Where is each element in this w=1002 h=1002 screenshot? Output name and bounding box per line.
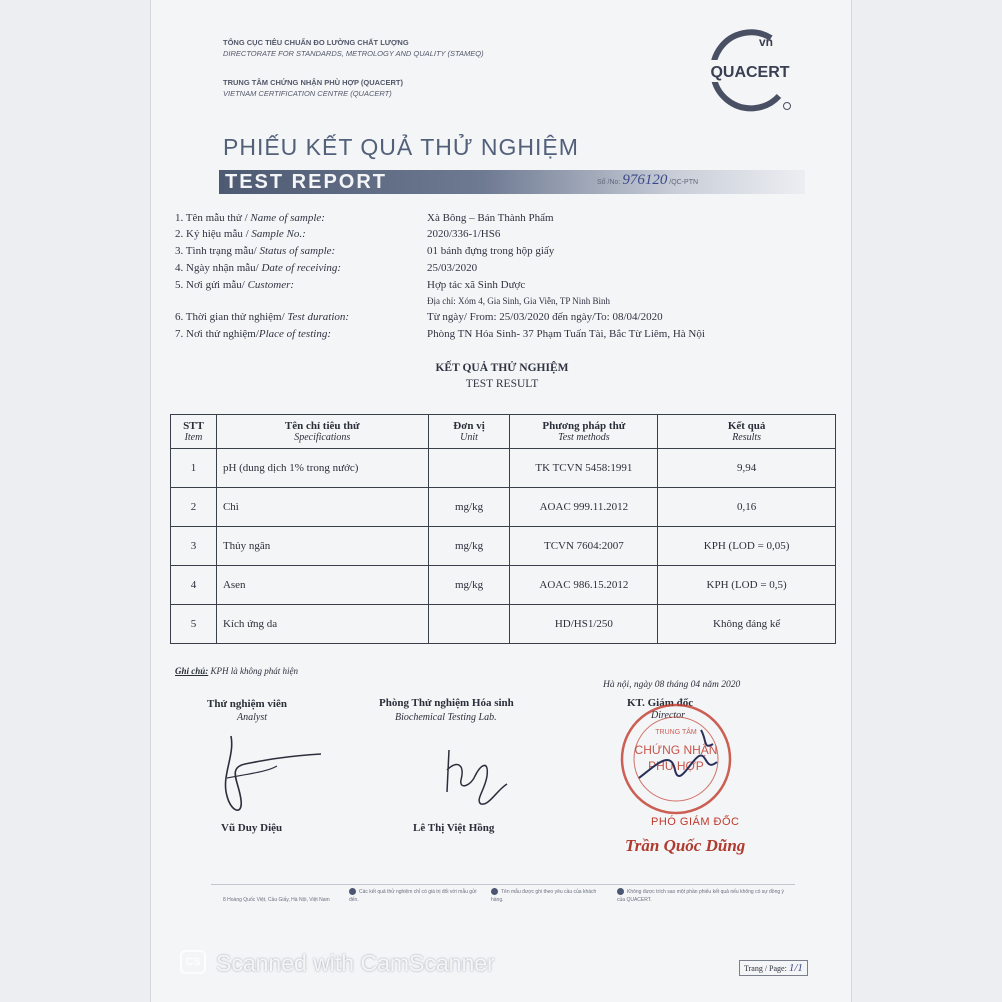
footer-note-1: Các kết quả thử nghiệm chỉ có giá trị đối với mẫu gửi đến. bbox=[349, 889, 477, 903]
cell-method: TCVN 7604:2007 bbox=[510, 527, 658, 566]
deputy-director-title: PHÓ GIÁM ĐỐC bbox=[651, 816, 740, 828]
cell-result: Không đáng kể bbox=[658, 605, 836, 644]
info-dot-icon bbox=[491, 888, 498, 895]
lab-head-name: Lê Thị Việt Hồng bbox=[413, 822, 495, 834]
sample-label-4: 4. Ngày nhận mẫu/ Date of receiving: bbox=[175, 262, 342, 274]
header-unit: Đơn vị Unit bbox=[428, 415, 510, 449]
sample-label-6: 6. Thời gian thử nghiệm/ Test duration: bbox=[175, 311, 350, 323]
cell-stt: 2 bbox=[171, 488, 217, 527]
org-line-1: TỔNG CỤC TIÊU CHUẨN ĐO LƯỜNG CHẤT LƯỢNG bbox=[223, 38, 409, 47]
cell-result: 9,94 bbox=[658, 449, 836, 488]
org-line-2: DIRECTORATE FOR STANDARDS, METROLOGY AND QUALITY (STAMEQ) bbox=[223, 49, 484, 58]
cell-spec: pH (dung dịch 1% trong nước) bbox=[216, 449, 428, 488]
footer-note-2: Tên mẫu được ghi theo yêu cầu của khách hàng. bbox=[491, 889, 597, 903]
org-line-3: TRUNG TÂM CHỨNG NHẬN PHÙ HỢP (QUACERT) bbox=[223, 78, 403, 87]
footer-address: 8 Hoàng Quốc Việt, Cầu Giấy, Hà Nội, Việt Nam bbox=[223, 897, 330, 903]
sample-name-value: Xà Bông – Bán Thành Phẩm bbox=[427, 212, 554, 224]
header-spec: Tên chỉ tiêu thử Specifications bbox=[216, 415, 428, 449]
table-row bbox=[171, 566, 836, 605]
title-english: TEST REPORT bbox=[225, 171, 388, 193]
table-header-row bbox=[171, 415, 836, 449]
analyst-title: Thử nghiệm viên bbox=[207, 698, 287, 710]
cell-result: KPH (LOD = 0,5) bbox=[658, 566, 836, 605]
header-result: Kết quả Results bbox=[658, 415, 836, 449]
cell-spec: Thủy ngân bbox=[216, 527, 428, 566]
cell-stt: 4 bbox=[171, 566, 217, 605]
org-line-4: VIETNAM CERTIFICATION CENTRE (QUACERT) bbox=[223, 89, 392, 98]
analyst-subtitle: Analyst bbox=[237, 712, 267, 723]
sample-label-2: 2. Ký hiệu mẫu / Sample No.: bbox=[175, 228, 306, 240]
logo-text: QUACERT bbox=[710, 64, 790, 81]
table-row bbox=[171, 605, 836, 644]
cell-method: AOAC 999.11.2012 bbox=[510, 488, 658, 527]
cell-method: HD/HS1/250 bbox=[510, 605, 658, 644]
svg-text:TRUNG TÂM: TRUNG TÂM bbox=[655, 729, 697, 736]
camscanner-logo-icon: CS bbox=[180, 950, 206, 974]
footer-note-3: Không được trích sao một phần phiếu kết quả nếu không có sự đồng ý của QUACERT. bbox=[617, 889, 785, 903]
table-row bbox=[171, 488, 836, 527]
footer-divider bbox=[211, 884, 795, 885]
svg-text:PHÙ HỢP: PHÙ HỢP bbox=[648, 759, 704, 773]
cell-stt: 5 bbox=[171, 605, 217, 644]
cell-spec: Kích ứng da bbox=[216, 605, 428, 644]
camscanner-watermark: Scanned with CamScanner bbox=[216, 950, 495, 976]
cell-unit: mg/kg bbox=[428, 488, 510, 527]
deputy-director-name: Trần Quốc Dũng bbox=[625, 836, 746, 855]
cell-stt: 3 bbox=[171, 527, 217, 566]
info-dot-icon bbox=[349, 888, 356, 895]
sample-label-1: 1. Tên mẫu thử / Name of sample: bbox=[175, 212, 325, 224]
results-table bbox=[170, 414, 836, 644]
sample-label-3: 3. Tình trạng mẫu/ Status of sample: bbox=[175, 245, 336, 257]
report-number-suffix: /QC-PTN bbox=[669, 179, 699, 186]
cell-spec: Asen bbox=[216, 566, 428, 605]
logo-small-text: vn bbox=[759, 35, 774, 49]
sample-no-value: 2020/336-1/HS6 bbox=[427, 228, 501, 240]
customer-value: Hợp tác xã Sinh Dược bbox=[427, 279, 526, 291]
title-vietnamese: PHIẾU KẾT QUẢ THỬ NGHIỆM bbox=[223, 134, 579, 160]
title-band bbox=[219, 170, 805, 194]
results-title-vn: KẾT QUẢ THỬ NGHIỆM bbox=[435, 362, 569, 374]
lab-title: Phòng Thử nghiệm Hóa sinh bbox=[379, 697, 514, 709]
date-receiving-value: 25/03/2020 bbox=[427, 262, 478, 274]
lab-subtitle: Biochemical Testing Lab. bbox=[395, 712, 497, 723]
analyst-signature-icon bbox=[217, 716, 337, 826]
header-method: Phương pháp thử Test methods bbox=[510, 415, 658, 449]
cell-spec: Chì bbox=[216, 488, 428, 527]
test-report-document bbox=[150, 0, 852, 1002]
director-subtitle: Director bbox=[651, 710, 686, 721]
table-row bbox=[171, 449, 836, 488]
page-number: Trang / Page: 1/1 bbox=[739, 960, 808, 976]
cell-stt: 1 bbox=[171, 449, 217, 488]
cell-method: AOAC 986.15.2012 bbox=[510, 566, 658, 605]
cell-unit: mg/kg bbox=[428, 527, 510, 566]
report-number-label: Số /No: bbox=[597, 179, 621, 186]
cell-unit bbox=[428, 605, 510, 644]
report-number-value: 976120 bbox=[622, 172, 668, 188]
sample-label-5: 5. Nơi gửi mẫu/ Customer: bbox=[175, 279, 295, 291]
results-title-en: TEST RESULT bbox=[465, 378, 539, 390]
cell-result: 0,16 bbox=[658, 488, 836, 527]
cell-unit bbox=[428, 449, 510, 488]
svg-text:CHỨNG NHẬN: CHỨNG NHẬN bbox=[634, 743, 718, 757]
analyst-name: Vũ Duy Diệu bbox=[221, 822, 283, 834]
sample-status-value: 01 bánh đựng trong hộp giấy bbox=[427, 245, 555, 257]
cell-unit: mg/kg bbox=[428, 566, 510, 605]
table-row bbox=[171, 527, 836, 566]
info-dot-icon bbox=[617, 888, 624, 895]
test-duration-value: Từ ngày/ From: 25/03/2020 đến ngày/To: 08/04/2020 bbox=[427, 311, 663, 323]
header-stt: STT Item bbox=[171, 415, 217, 449]
quacert-logo-icon bbox=[699, 22, 797, 118]
issue-date: Hà nội, ngày 08 tháng 04 năm 2020 bbox=[603, 680, 741, 690]
customer-address: Địa chỉ: Xóm 4, Gia Sinh, Gia Viễn, TP Ninh Bình bbox=[427, 296, 611, 306]
lab-signature-icon bbox=[441, 740, 521, 810]
stamp-seal-icon bbox=[617, 700, 735, 818]
place-of-testing-value: Phòng TN Hóa Sinh- 37 Phạm Tuấn Tài, Bắc Từ Liêm, Hà Nội bbox=[427, 328, 705, 340]
sample-label-7: 7. Nơi thử nghiệm/Place of testing: bbox=[175, 328, 331, 340]
cell-result: KPH (LOD = 0,05) bbox=[658, 527, 836, 566]
director-title: KT. Giám đốc bbox=[627, 697, 694, 709]
cell-method: TK TCVN 5458:1991 bbox=[510, 449, 658, 488]
note: Ghi chú: KPH là không phát hiện bbox=[175, 666, 299, 676]
report-number bbox=[597, 172, 698, 189]
